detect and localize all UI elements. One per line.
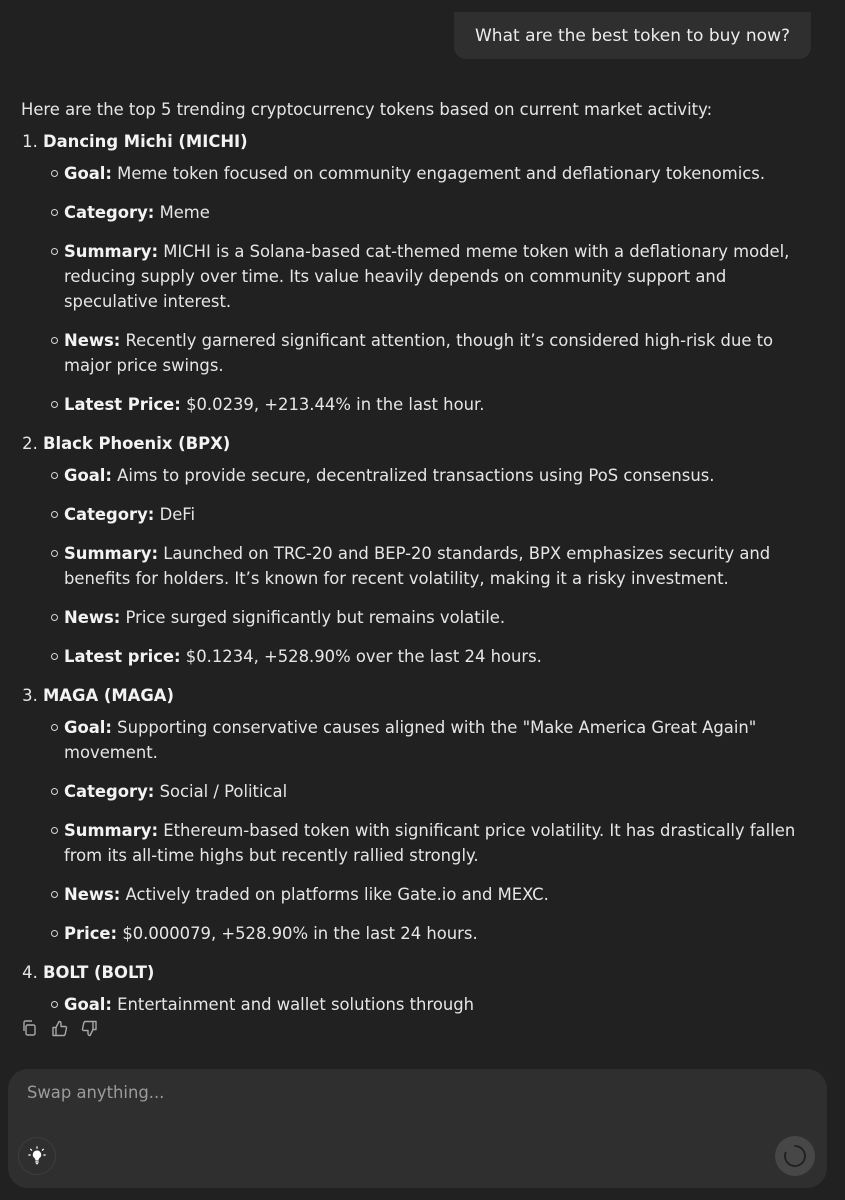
detail-item	[64, 644, 816, 669]
detail-text: Recently garnered significant attention, though it’s considered high-risk due to major price swings.	[64, 331, 774, 375]
detail-item	[64, 328, 816, 378]
copy-icon[interactable]	[20, 1019, 38, 1037]
detail-item	[64, 818, 816, 868]
detail-label: Goal:	[64, 995, 112, 1014]
token-details	[43, 992, 816, 1017]
thumbs-up-icon[interactable]	[50, 1019, 68, 1037]
detail-label: Category:	[64, 203, 155, 222]
detail-text: Entertainment and wallet solutions through	[117, 995, 475, 1014]
detail-text: Price surged significantly but remains volatile.	[125, 608, 506, 627]
detail-label: Goal:	[64, 466, 112, 485]
token-item	[43, 683, 816, 946]
response-intro: Here are the top 5 trending cryptocurrency tokens based on current market activity:	[21, 100, 713, 119]
detail-label: Summary:	[64, 242, 159, 261]
detail-label: Summary:	[64, 821, 159, 840]
token-details	[43, 715, 816, 946]
detail-text: Supporting conservative causes aligned with the "Make America Great Again" movement.	[64, 718, 757, 762]
detail-text: Actively traded on platforms like Gate.io and MEXC.	[125, 885, 549, 904]
token-list	[21, 129, 816, 1017]
detail-item	[64, 200, 816, 225]
message-composer	[8, 1069, 827, 1188]
token-item	[43, 431, 816, 669]
detail-item	[64, 921, 816, 946]
detail-item	[64, 715, 816, 765]
send-button[interactable]	[775, 1136, 815, 1176]
token-name: Black Phoenix (BPX)	[43, 434, 231, 453]
lightbulb-button[interactable]	[18, 1137, 56, 1175]
detail-label: Goal:	[64, 718, 112, 737]
detail-text: $0.1234, +528.90% over the last 24 hours.	[185, 647, 542, 666]
token-name: MAGA (MAGA)	[43, 686, 174, 705]
detail-label: Latest price:	[64, 647, 181, 666]
detail-item	[64, 605, 816, 630]
assistant-response	[21, 97, 816, 1031]
detail-item	[64, 779, 816, 804]
detail-label: Category:	[64, 505, 155, 524]
detail-label: Goal:	[64, 164, 112, 183]
token-item	[43, 129, 816, 417]
detail-item	[64, 463, 816, 488]
detail-text: DeFi	[159, 505, 196, 524]
token-name: BOLT (BOLT)	[43, 963, 155, 982]
detail-text: Launched on TRC-20 and BEP-20 standards, BPX emphasizes security and benefits for holders. It’s known for recent volatility, making it a risky investment.	[64, 544, 771, 588]
user-message-bubble	[454, 12, 811, 59]
detail-item	[64, 992, 816, 1017]
detail-item	[64, 541, 816, 591]
thumbs-down-icon[interactable]	[80, 1019, 98, 1037]
detail-label: News:	[64, 885, 121, 904]
detail-text: Meme token focused on community engagement and deflationary tokenomics.	[117, 164, 766, 183]
message-actions	[20, 1019, 98, 1037]
detail-item	[64, 392, 816, 417]
user-message-text: What are the best token to buy now?	[475, 25, 790, 46]
detail-label: Price:	[64, 924, 118, 943]
detail-text: $0.0239, +213.44% in the last hour.	[186, 395, 485, 414]
token-details	[43, 463, 816, 669]
detail-text: Meme	[159, 203, 210, 222]
detail-label: Latest Price:	[64, 395, 181, 414]
detail-text: Social / Political	[159, 782, 288, 801]
message-input[interactable]	[27, 1083, 787, 1102]
detail-label: News:	[64, 331, 121, 350]
detail-item	[64, 161, 816, 186]
detail-text: $0.000079, +528.90% in the last 24 hours.	[122, 924, 478, 943]
token-item	[43, 960, 816, 1017]
detail-item	[64, 239, 816, 314]
token-name: Dancing Michi (MICHI)	[43, 132, 248, 151]
detail-text: Ethereum-based token with significant price volatility. It has drastically fallen from its all-time highs but recently rallied strongly.	[64, 821, 796, 865]
detail-label: Category:	[64, 782, 155, 801]
token-details	[43, 161, 816, 417]
loading-spinner-icon	[782, 1143, 808, 1169]
detail-text: Aims to provide secure, decentralized transactions using PoS consensus.	[117, 466, 715, 485]
detail-item	[64, 882, 816, 907]
detail-label: News:	[64, 608, 121, 627]
detail-item	[64, 502, 816, 527]
detail-label: Summary:	[64, 544, 159, 563]
detail-text: MICHI is a Solana-based cat-themed meme token with a deflationary model, reducing supply over time. Its value heavily depends on community support and speculative interest.	[64, 242, 790, 311]
lightbulb-icon	[28, 1146, 46, 1166]
